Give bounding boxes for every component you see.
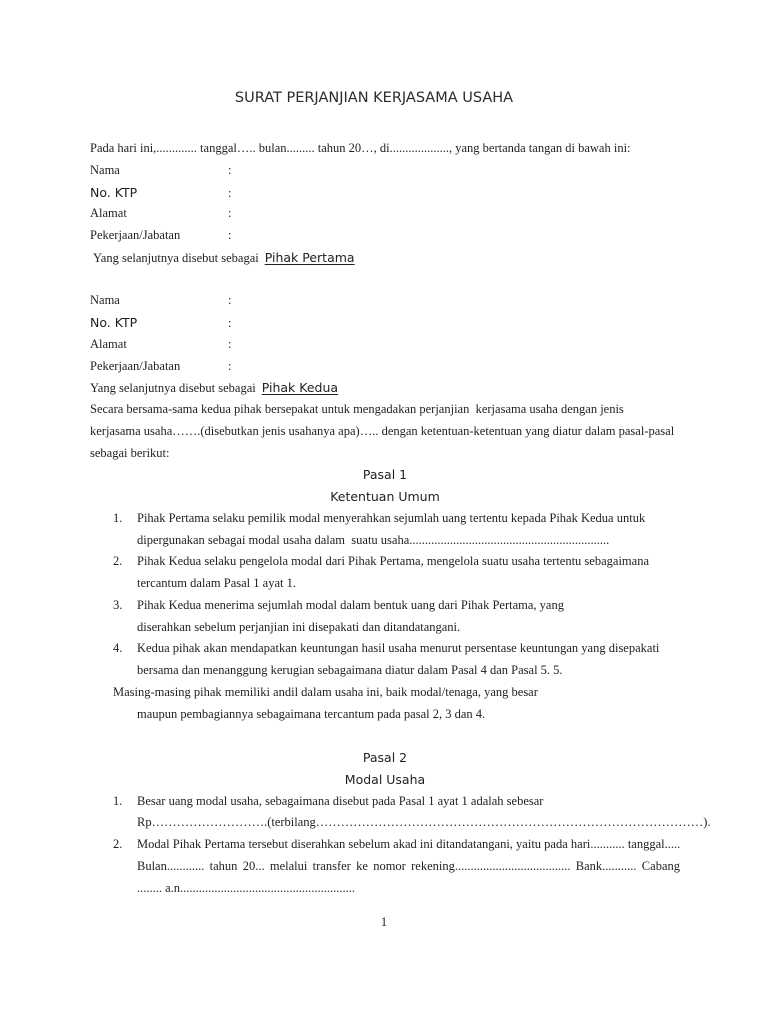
field-label: Nama bbox=[90, 293, 120, 308]
article-number-text: Pasal 1 bbox=[362, 467, 408, 483]
second-party-field-nama bbox=[0, 290, 768, 312]
agreement-text: Secara bersama-sama kedua pihak bersepakat untuk mengadakan perjanjian kerjasama usaha dengan jenis bbox=[90, 402, 624, 416]
document-body bbox=[0, 138, 768, 899]
document-title: SURAT PERJANJIAN KERJASAMA USAHA bbox=[234, 90, 514, 106]
article-2-item-2-continuation bbox=[0, 856, 768, 878]
field-separator: : bbox=[228, 316, 232, 330]
first-party-field-nama bbox=[0, 160, 768, 182]
article-1-item-4-continuation bbox=[0, 660, 768, 682]
first-party-field-alamat bbox=[0, 203, 768, 225]
intro-line bbox=[0, 138, 768, 160]
agreement-line bbox=[0, 443, 768, 465]
agreement-line bbox=[0, 399, 768, 421]
article-2-item-1-continuation bbox=[0, 812, 768, 834]
list-item-text: Modal Pihak Pertama tersebut diserahkan sebelum akad ini ditandatangani, yaitu pada hari........... tanggal..... bbox=[137, 837, 681, 851]
article-1-note bbox=[0, 682, 768, 704]
list-item-text: bersama dan menanggung kerugian sebagaimana diatur dalam Pasal 4 dan Pasal 5. 5. bbox=[137, 663, 563, 677]
list-item-text: Pihak Kedua menerima sejumlah modal dalam bentuk uang dari Pihak Pertama, yang bbox=[137, 597, 564, 612]
second-party-designation-row bbox=[0, 377, 768, 399]
article-1-item-3 bbox=[0, 595, 768, 617]
article-heading-text: Modal Usaha bbox=[344, 771, 426, 787]
field-label: No. KTP bbox=[90, 184, 138, 200]
note-text: maupun pembagiannya sebagaimana tercantum pada pasal 2, 3 dan 4. bbox=[137, 706, 486, 721]
designation-prefix: Yang selanjutnya disebut sebagai bbox=[93, 250, 259, 265]
list-item-text: Bulan............ tahun 20... melalui transfer ke nomor rekening..................................... Bank........... Cabang bbox=[137, 858, 680, 873]
list-item-text: Besar uang modal usaha, sebagaimana disebut pada Pasal 1 ayat 1 adalah sebesar bbox=[137, 793, 544, 808]
designation-first-party: Pihak Pertama bbox=[264, 249, 355, 265]
second-party-field-ktp bbox=[0, 312, 768, 334]
article-1-item-1-continuation bbox=[0, 530, 768, 552]
field-label: Alamat bbox=[90, 336, 127, 351]
list-marker: 3. bbox=[113, 597, 123, 612]
list-marker: 1. bbox=[113, 510, 123, 525]
field-label: Nama bbox=[90, 162, 120, 177]
second-party-field-alamat bbox=[0, 334, 768, 356]
article-2-heading bbox=[0, 769, 768, 791]
field-separator: : bbox=[228, 206, 232, 221]
blank-line bbox=[0, 725, 768, 747]
second-party-field-pekerjaan bbox=[0, 356, 768, 378]
first-party-field-ktp bbox=[0, 182, 768, 204]
article-1-item-1 bbox=[0, 508, 768, 530]
blank-line bbox=[0, 269, 768, 291]
list-marker: 4. bbox=[113, 641, 123, 656]
list-item-text: Pihak Pertama selaku pemilik modal menyerahkan sejumlah uang tertentu kepada Pihak Kedua untuk bbox=[137, 510, 646, 525]
list-item-text: Pihak Kedua selaku pengelola modal dari Pihak Pertama, mengelola suatu usaha tertentu sebagaimana bbox=[137, 554, 649, 569]
article-number-text: Pasal 2 bbox=[362, 750, 408, 765]
article-2-item-1 bbox=[0, 791, 768, 813]
field-label: No. KTP bbox=[90, 315, 138, 330]
field-separator: : bbox=[228, 358, 232, 373]
list-item-text: tercantum dalam Pasal 1 ayat 1. bbox=[137, 576, 296, 590]
agreement-line bbox=[0, 421, 768, 443]
field-separator: : bbox=[228, 162, 232, 177]
article-1-note-continuation bbox=[0, 704, 768, 726]
designation-prefix: Yang selanjutnya disebut sebagai bbox=[90, 381, 256, 396]
article-2-item-2 bbox=[0, 834, 768, 856]
list-item-text: ........ a.n........................................................ bbox=[137, 880, 356, 895]
article-1-number bbox=[0, 464, 768, 486]
field-separator: : bbox=[228, 293, 232, 308]
first-party-designation-row bbox=[0, 247, 768, 269]
article-heading-text: Ketentuan Umum bbox=[330, 489, 440, 504]
list-marker: 2. bbox=[113, 837, 123, 851]
field-label: Pekerjaan/Jabatan bbox=[90, 358, 181, 373]
agreement-text: sebagai berikut: bbox=[90, 445, 170, 460]
page-number: 1 bbox=[380, 914, 388, 929]
intro-text: Pada hari ini,............. tanggal….. bulan......... tahun 20…, di..................., yang bertanda tangan di bawah ini: bbox=[90, 141, 631, 155]
field-label: Alamat bbox=[90, 206, 127, 221]
article-1-heading bbox=[0, 486, 768, 508]
field-separator: : bbox=[228, 336, 232, 351]
article-2-number bbox=[0, 747, 768, 769]
list-item-text: Kedua pihak akan mendapatkan keuntungan hasil usaha menurut persentase keuntungan yang disepakati bbox=[137, 641, 660, 656]
article-2-item-2-continuation bbox=[0, 878, 768, 900]
article-1-item-3-continuation bbox=[0, 617, 768, 639]
list-item-text: dipergunakan sebagai modal usaha dalam suatu usaha................................................................ bbox=[137, 532, 610, 547]
agreement-text: kerjasama usaha…….(disebutkan jenis usahanya apa)….. dengan ketentuan-ketentuan yang diatur dalam pasal-pasal bbox=[90, 423, 675, 438]
article-1-item-2 bbox=[0, 551, 768, 573]
field-separator: : bbox=[228, 228, 232, 242]
article-1-item-2-continuation bbox=[0, 573, 768, 595]
designation-second-party: Pihak Kedua bbox=[261, 380, 339, 396]
field-separator: : bbox=[228, 185, 232, 200]
list-marker: 1. bbox=[113, 793, 123, 808]
note-text: Masing-masing pihak memiliki andil dalam usaha ini, baik modal/tenaga, yang besar bbox=[113, 684, 538, 699]
first-party-field-pekerjaan bbox=[0, 225, 768, 247]
list-marker: 2. bbox=[113, 554, 123, 569]
list-item-text: diserahkan sebelum perjanjian ini disepakati dan ditandatangani. bbox=[137, 619, 461, 634]
list-item-text: Rp……………………….(terbilang…………………………………………………………………………………). bbox=[137, 815, 711, 830]
field-label: Pekerjaan/Jabatan bbox=[90, 228, 181, 242]
article-1-item-4 bbox=[0, 638, 768, 660]
